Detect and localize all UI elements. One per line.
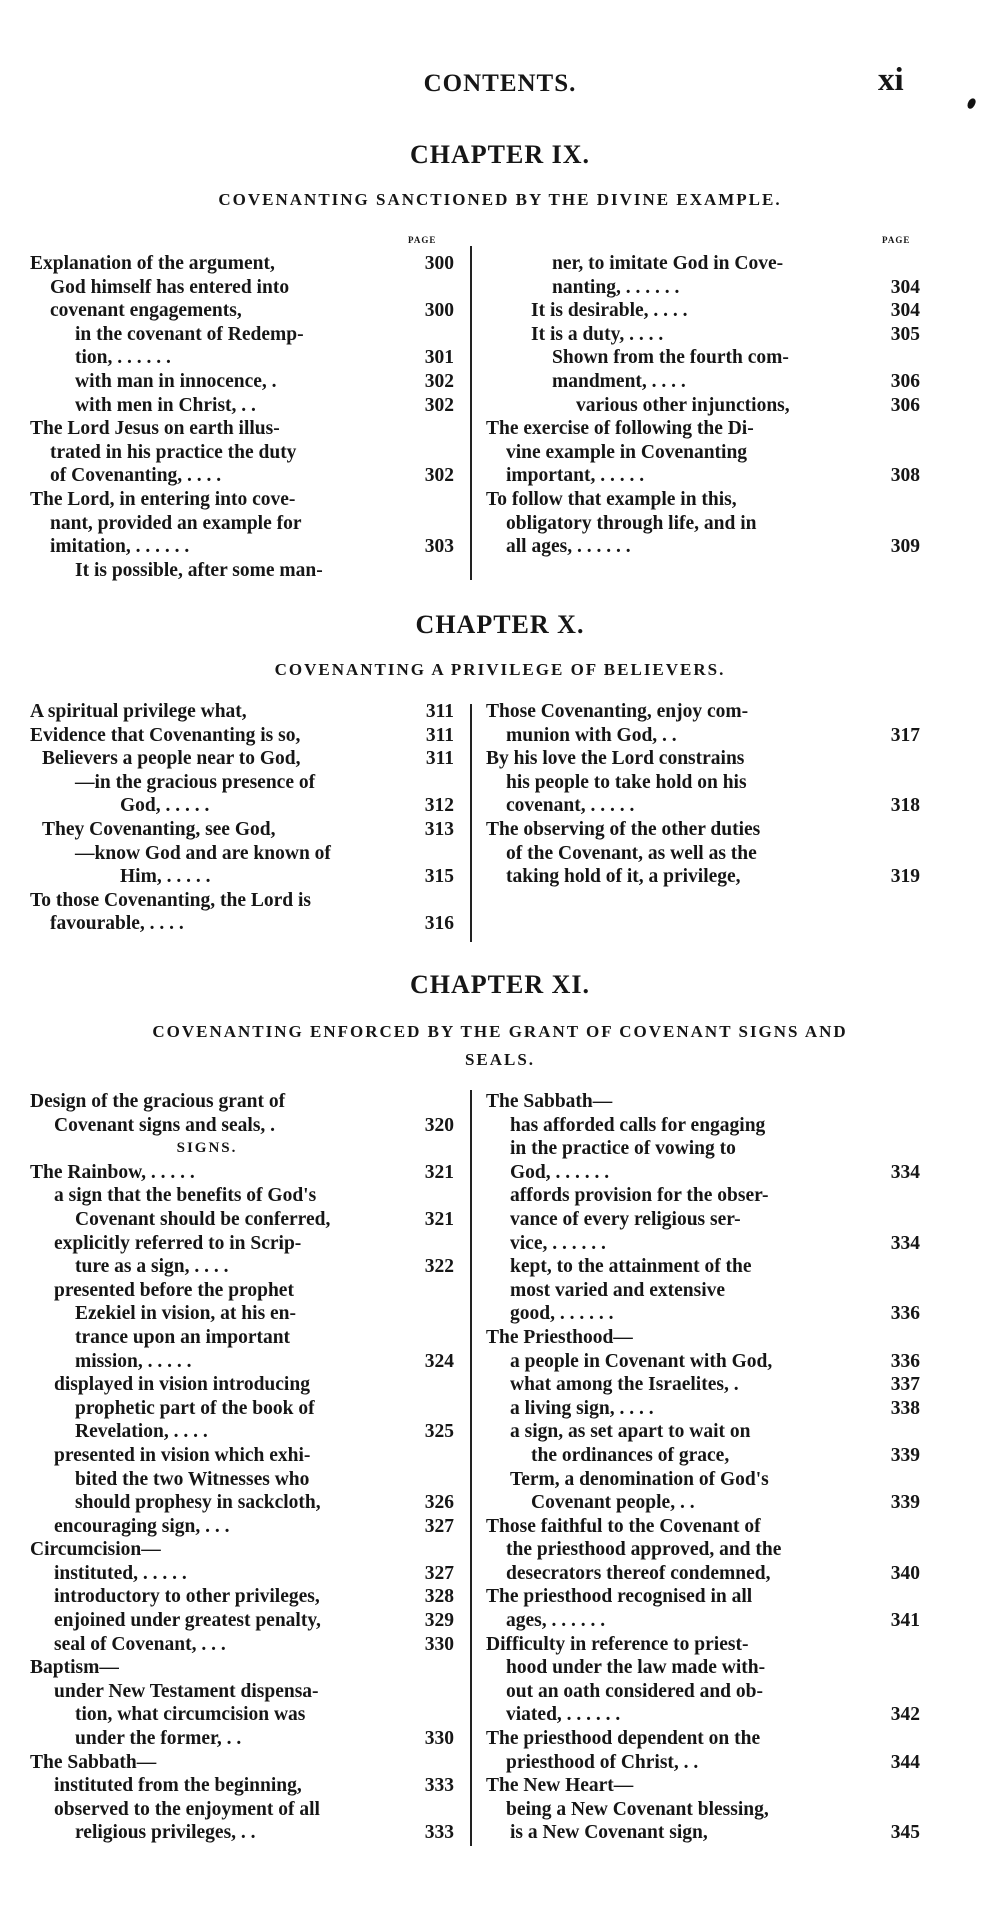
toc-entry <box>30 1444 454 1468</box>
toc-entry <box>30 276 454 300</box>
toc-entry-page: 345 <box>890 1822 920 1844</box>
toc-entry-text: displayed in vision introducing <box>54 1374 310 1396</box>
chapter-11-right-column <box>486 1090 920 1845</box>
toc-entry <box>30 1538 454 1562</box>
toc-entry <box>30 1703 454 1727</box>
toc-entry-text: favourable, . . . . <box>50 913 184 935</box>
toc-entry <box>30 1727 454 1751</box>
toc-entry-text: Design of the gracious grant of <box>30 1091 286 1112</box>
toc-entry-text: Explanation of the argument, <box>30 253 275 274</box>
toc-entry <box>30 865 454 889</box>
toc-entry <box>486 276 920 300</box>
chapter-9-subtitle: COVENANTING SANCTIONED BY THE DIVINE EXAMPLE. <box>218 190 782 209</box>
toc-entry-text: SIGNS. <box>176 1140 238 1157</box>
toc-entry-text: under the former, . . <box>75 1728 242 1750</box>
toc-entry-page: 321 <box>424 1161 454 1183</box>
toc-entry <box>30 889 454 913</box>
toc-entry <box>30 1656 454 1680</box>
toc-entry-text: desecrators thereof condemned, <box>506 1562 771 1584</box>
toc-entry-page: 333 <box>424 1775 454 1797</box>
toc-entry <box>30 1468 454 1492</box>
toc-entry-page: 342 <box>890 1704 920 1726</box>
toc-entry <box>486 394 920 418</box>
toc-entry-text: Ezekiel in vision, at his en- <box>75 1303 297 1325</box>
toc-entry <box>30 299 454 323</box>
toc-entry-text: The Sabbath— <box>30 1751 157 1773</box>
toc-entry <box>30 559 454 583</box>
toc-entry <box>486 512 920 536</box>
toc-entry-text: Baptism— <box>30 1657 119 1679</box>
toc-entry-text: covenant engagements, <box>50 300 242 322</box>
toc-entry-page: 313 <box>424 818 454 840</box>
toc-entry <box>30 1161 454 1185</box>
toc-entry-page: 339 <box>890 1444 920 1466</box>
toc-entry <box>486 865 920 889</box>
toc-entry-text: The Sabbath— <box>486 1091 613 1112</box>
toc-entry-page: 336 <box>890 1350 920 1372</box>
toc-entry-text: ture as a sign, . . . . <box>75 1256 229 1278</box>
chapter-10-subtitle: COVENANTING A PRIVILEGE OF BELIEVERS. <box>274 660 726 679</box>
page-number: xi <box>878 62 904 98</box>
toc-entry <box>30 842 454 866</box>
toc-entry-text: most varied and extensive <box>510 1279 726 1301</box>
toc-entry <box>30 794 454 818</box>
toc-entry <box>486 299 920 323</box>
toc-entry-text: The Priesthood— <box>486 1326 633 1348</box>
toc-entry <box>30 1184 454 1208</box>
toc-entry <box>486 1208 920 1232</box>
toc-entry <box>486 1114 920 1138</box>
toc-entry-text: various other injunctions, <box>576 394 790 416</box>
toc-entry-text: vice, . . . . . . <box>510 1232 606 1254</box>
chapter-9-title: CHAPTER IX. <box>409 140 590 169</box>
toc-entry-page: 302 <box>424 465 454 487</box>
toc-entry-page: 322 <box>424 1256 454 1278</box>
toc-entry-page: 300 <box>424 300 454 322</box>
toc-entry <box>486 1727 920 1751</box>
toc-entry-text: To those Covenanting, the Lord is <box>30 889 311 911</box>
chapter-9-left-column <box>30 252 454 582</box>
toc-entry-text: Those faithful to the Covenant of <box>486 1515 761 1537</box>
toc-entry-text: prophetic part of the book of <box>75 1397 315 1419</box>
toc-entry-text: seal of Covenant, . . . <box>54 1633 226 1655</box>
toc-entry-page: 334 <box>890 1232 920 1254</box>
toc-entry <box>486 1585 920 1609</box>
toc-entry-page: 330 <box>424 1728 454 1750</box>
toc-entry-text: nant, provided an example for <box>50 512 302 534</box>
toc-entry-text: The observing of the other duties <box>486 818 761 840</box>
toc-entry <box>486 1350 920 1374</box>
toc-entry-text: trance upon an important <box>75 1326 291 1348</box>
toc-entry <box>486 700 920 724</box>
toc-entry-text: munion with God, . . <box>506 724 677 746</box>
toc-entry-page: 311 <box>425 748 454 770</box>
toc-entry-text: instituted, . . . . . <box>54 1562 187 1584</box>
toc-entry <box>30 1585 454 1609</box>
toc-entry-text: A spiritual privilege what, <box>30 701 247 722</box>
toc-entry-text: the ordinances of grace, <box>531 1444 730 1466</box>
toc-entry <box>486 1232 920 1256</box>
toc-entry <box>486 771 920 795</box>
toc-entry-page: 308 <box>890 465 920 487</box>
toc-entry-text: in the covenant of Redemp- <box>75 323 304 345</box>
toc-entry <box>486 1821 920 1845</box>
toc-entry <box>30 1633 454 1657</box>
toc-entry-text: Shown from the fourth com- <box>552 347 789 369</box>
toc-entry-text: Evidence that Covenanting is so, <box>30 724 301 746</box>
chapter-10-title: CHAPTER X. <box>415 610 585 639</box>
toc-entry <box>486 1538 920 1562</box>
toc-entry <box>486 1184 920 1208</box>
page-column-label-left: PAGE <box>408 235 437 245</box>
toc-entry <box>30 1302 454 1326</box>
toc-entry-page: 336 <box>890 1303 920 1325</box>
toc-entry <box>486 1161 920 1185</box>
toc-entry-text: kept, to the attainment of the <box>510 1256 752 1278</box>
toc-entry <box>486 1468 920 1492</box>
toc-entry <box>30 512 454 536</box>
toc-entry-text: instituted from the beginning, <box>54 1775 302 1797</box>
toc-entry <box>486 441 920 465</box>
toc-entry <box>486 747 920 771</box>
toc-entry-text: ner, to imitate God in Cove- <box>552 253 784 274</box>
toc-entry-page: 341 <box>890 1610 920 1632</box>
toc-entry-text: tion, . . . . . . <box>75 347 171 369</box>
toc-entry-text: The priesthood recognised in all <box>486 1586 753 1608</box>
toc-entry <box>486 252 920 276</box>
toc-entry-text: The New Heart— <box>486 1775 634 1797</box>
toc-entry-text: under New Testament dispensa- <box>54 1680 319 1702</box>
toc-entry-text: obligatory through life, and in <box>506 512 757 534</box>
toc-entry <box>486 417 920 441</box>
toc-entry <box>486 1774 920 1798</box>
toc-entry-page: 344 <box>890 1751 920 1773</box>
toc-entry-page: 315 <box>424 866 454 888</box>
toc-entry-text: viated, . . . . . . <box>506 1704 621 1726</box>
toc-entry-text: mandment, . . . . <box>552 370 686 392</box>
toc-entry-page: 325 <box>424 1421 454 1443</box>
toc-entry-text: presented in vision which exhi- <box>54 1444 311 1466</box>
toc-entry-page: 339 <box>890 1492 920 1514</box>
toc-entry <box>486 1491 920 1515</box>
toc-entry <box>30 1798 454 1822</box>
toc-entry-text: bited the two Witnesses who <box>75 1468 310 1490</box>
toc-entry-text: priesthood of Christ, . . <box>506 1751 699 1773</box>
toc-entry <box>486 1373 920 1397</box>
toc-entry <box>30 1562 454 1586</box>
toc-entry-text: They Covenanting, see God, <box>42 818 276 840</box>
toc-entry-page: 337 <box>890 1374 920 1396</box>
toc-entry-text: God, . . . . . . <box>510 1161 610 1183</box>
toc-entry-page: 304 <box>890 300 920 322</box>
toc-entry-text: of Covenanting, . . . . <box>50 465 222 487</box>
toc-entry-page: 302 <box>424 370 454 392</box>
toc-entry <box>30 1751 454 1775</box>
toc-entry-text: affords provision for the obser- <box>510 1185 769 1207</box>
toc-entry <box>30 323 454 347</box>
chapter-9-right-column <box>486 252 920 559</box>
toc-entry-page: 340 <box>890 1562 920 1584</box>
toc-entry <box>486 346 920 370</box>
toc-entry <box>30 747 454 771</box>
toc-entry-text: Revelation, . . . . <box>75 1421 208 1443</box>
chapter-11-subtitle-line-1: COVENANTING ENFORCED BY THE GRANT OF COVENANT SIGNS AND <box>152 1022 848 1041</box>
toc-entry-page: 320 <box>424 1114 454 1136</box>
chapter-11-subtitle-line-2: SEALS. <box>464 1050 536 1069</box>
toc-entry-text: —know God and are known of <box>75 842 331 864</box>
toc-entry-text: mission, . . . . . <box>75 1350 192 1372</box>
toc-entry <box>30 488 454 512</box>
toc-entry <box>486 1397 920 1421</box>
toc-entry <box>486 1633 920 1657</box>
toc-entry-text: Circumcision— <box>30 1539 161 1561</box>
toc-entry-page: 317 <box>890 724 920 746</box>
toc-entry-page: 327 <box>424 1515 454 1537</box>
toc-entry-text: The Rainbow, . . . . . <box>30 1161 195 1183</box>
toc-entry <box>486 1798 920 1822</box>
toc-entry <box>30 1137 454 1161</box>
toc-entry <box>486 794 920 818</box>
toc-entry-text: It is possible, after some man- <box>75 559 323 581</box>
toc-entry-text: has afforded calls for engaging <box>510 1114 766 1136</box>
toc-entry-page: 318 <box>890 795 920 817</box>
column-divider <box>470 1090 472 1846</box>
toc-entry <box>486 818 920 842</box>
toc-entry-page: 316 <box>424 913 454 935</box>
toc-entry-text: what among the Israelites, . <box>510 1374 739 1396</box>
column-divider <box>470 704 472 942</box>
toc-entry <box>30 464 454 488</box>
toc-entry-text: vance of every religious ser- <box>510 1208 741 1230</box>
toc-entry <box>486 1302 920 1326</box>
toc-entry <box>486 1609 920 1633</box>
column-divider <box>470 246 472 580</box>
chapter-11-title: CHAPTER XI. <box>409 970 590 999</box>
toc-entry <box>486 370 920 394</box>
toc-entry <box>30 1373 454 1397</box>
toc-entry <box>486 1444 920 1468</box>
toc-entry <box>486 464 920 488</box>
toc-entry <box>30 1491 454 1515</box>
toc-entry <box>30 252 454 276</box>
toc-entry-page: 319 <box>890 866 920 888</box>
toc-entry-page: 305 <box>890 323 920 345</box>
toc-entry-text: —in the gracious presence of <box>75 771 316 793</box>
toc-entry-text: good, . . . . . . <box>510 1303 614 1325</box>
toc-entry-text: a sign, as set apart to wait on <box>510 1421 751 1443</box>
toc-entry <box>486 1703 920 1727</box>
toc-entry <box>30 370 454 394</box>
toc-entry <box>30 1774 454 1798</box>
toc-entry-text: covenant, . . . . . <box>506 795 635 817</box>
toc-entry-page: 334 <box>890 1161 920 1183</box>
toc-entry <box>30 818 454 842</box>
toc-entry-text: religious privileges, . . <box>75 1822 256 1844</box>
toc-entry-text: The Lord, in entering into cove- <box>30 488 296 510</box>
toc-entry-text: presented before the prophet <box>54 1279 294 1301</box>
toc-entry-page: 311 <box>425 701 454 722</box>
toc-entry-page: 330 <box>424 1633 454 1655</box>
toc-entry <box>486 842 920 866</box>
toc-entry-text: all ages, . . . . . . <box>506 536 631 558</box>
toc-entry-text: a living sign, . . . . <box>510 1397 654 1419</box>
toc-entry-text: should prophesy in sackcloth, <box>75 1492 321 1514</box>
toc-entry <box>30 1208 454 1232</box>
toc-entry-text: God, . . . . . <box>120 795 210 817</box>
toc-entry-text: The priesthood dependent on the <box>486 1728 761 1750</box>
toc-entry-text: is a New Covenant sign, <box>510 1822 708 1844</box>
toc-entry-page: 306 <box>890 394 920 416</box>
toc-entry-page: 324 <box>424 1350 454 1372</box>
toc-entry <box>30 700 454 724</box>
chapter-10-left-column <box>30 700 454 936</box>
toc-entry <box>30 1232 454 1256</box>
toc-entry <box>486 1090 920 1114</box>
toc-entry <box>486 1562 920 1586</box>
toc-entry <box>486 488 920 512</box>
toc-entry-text: the priesthood approved, and the <box>506 1539 782 1561</box>
toc-entry <box>30 441 454 465</box>
toc-entry <box>30 1680 454 1704</box>
toc-entry-text: in the practice of vowing to <box>510 1138 736 1160</box>
toc-entry-text: enjoined under greatest penalty, <box>54 1610 321 1632</box>
toc-entry <box>486 323 920 347</box>
toc-entry-text: imitation, . . . . . . <box>50 536 190 558</box>
toc-entry <box>486 1656 920 1680</box>
toc-entry-text: with man in innocence, . <box>75 370 277 392</box>
toc-entry-page: 312 <box>424 795 454 817</box>
chapter-11-left-column <box>30 1090 454 1845</box>
toc-entry <box>486 1279 920 1303</box>
toc-entry-text: taking hold of it, a privilege, <box>506 866 741 888</box>
toc-entry <box>30 1255 454 1279</box>
toc-entry <box>486 1751 920 1775</box>
toc-entry <box>30 724 454 748</box>
toc-entry <box>30 771 454 795</box>
toc-entry-text: By his love the Lord constrains <box>486 748 745 770</box>
toc-entry-text: Covenant people, . . <box>531 1492 695 1514</box>
toc-entry-page: 303 <box>424 536 454 558</box>
toc-entry-text: a sign that the benefits of God's <box>54 1185 317 1207</box>
toc-entry-text: explicitly referred to in Scrip- <box>54 1232 302 1254</box>
toc-entry-text: with men in Christ, . . <box>75 394 256 416</box>
chapter-10-right-column <box>486 700 920 889</box>
toc-entry <box>30 1609 454 1633</box>
toc-entry <box>30 1515 454 1539</box>
toc-entry <box>30 417 454 441</box>
toc-entry-page: 327 <box>424 1562 454 1584</box>
toc-entry-text: Term, a denomination of God's <box>510 1468 769 1490</box>
toc-entry-text: Him, . . . . . <box>120 866 211 888</box>
toc-entry <box>486 1515 920 1539</box>
toc-entry-text: trated in his practice the duty <box>50 441 297 463</box>
toc-entry-page: 302 <box>424 394 454 416</box>
toc-entry <box>30 1350 454 1374</box>
toc-entry-text: being a New Covenant blessing, <box>506 1798 769 1820</box>
toc-entry-text: observed to the enjoyment of all <box>54 1798 320 1820</box>
toc-entry <box>30 1326 454 1350</box>
toc-entry <box>30 1090 454 1114</box>
toc-entry-text: It is a duty, . . . . <box>531 323 664 345</box>
toc-entry-page: 338 <box>890 1397 920 1419</box>
toc-entry-text: Those Covenanting, enjoy com- <box>486 701 749 722</box>
toc-entry-text: his people to take hold on his <box>506 771 747 793</box>
toc-entry-page: 311 <box>425 724 454 746</box>
toc-entry-text: God himself has entered into <box>50 276 290 298</box>
toc-entry <box>486 1137 920 1161</box>
toc-entry <box>486 1420 920 1444</box>
toc-entry-text: introductory to other privileges, <box>54 1586 320 1608</box>
toc-entry-text: encouraging sign, . . . <box>54 1515 230 1537</box>
toc-entry-text: of the Covenant, as well as the <box>506 842 757 864</box>
page-column-label-right: PAGE <box>882 235 911 245</box>
toc-entry-page: 326 <box>424 1492 454 1514</box>
running-title: CONTENTS. <box>423 70 577 97</box>
toc-entry-text: out an oath considered and ob- <box>506 1680 763 1702</box>
toc-entry-page: 300 <box>424 253 454 274</box>
toc-entry-page: 328 <box>424 1586 454 1608</box>
running-head <box>0 62 1000 102</box>
toc-entry <box>30 535 454 559</box>
toc-entry-text: Covenant signs and seals, . <box>54 1114 276 1136</box>
toc-entry <box>486 724 920 748</box>
toc-entry <box>30 394 454 418</box>
toc-entry-page: 321 <box>424 1208 454 1230</box>
toc-entry <box>30 1397 454 1421</box>
toc-entry <box>30 346 454 370</box>
toc-entry-text: Covenant should be conferred, <box>75 1208 331 1230</box>
toc-entry <box>30 1114 454 1138</box>
toc-entry-page: 301 <box>424 347 454 369</box>
toc-entry-text: tion, what circumcision was <box>75 1704 306 1726</box>
toc-entry-text: The Lord Jesus on earth illus- <box>30 418 280 440</box>
toc-entry <box>486 1680 920 1704</box>
toc-entry-page: 309 <box>890 536 920 558</box>
toc-entry-page: 333 <box>424 1822 454 1844</box>
toc-entry-text: vine example in Covenanting <box>506 441 748 463</box>
toc-entry-text: ages, . . . . . . <box>506 1610 606 1632</box>
toc-entry-page: 304 <box>890 276 920 298</box>
toc-entry-text: a people in Covenant with God, <box>510 1350 773 1372</box>
toc-entry-text: It is desirable, . . . . <box>531 300 688 322</box>
toc-entry <box>486 1255 920 1279</box>
toc-entry-text: Difficulty in reference to priest- <box>486 1633 749 1655</box>
chapter-11-subtitle <box>20 1018 980 1074</box>
toc-entry <box>30 1279 454 1303</box>
toc-entry-text: important, . . . . . <box>506 465 645 487</box>
toc-entry <box>30 912 454 936</box>
toc-entry <box>486 535 920 559</box>
toc-entry-text: hood under the law made with- <box>506 1657 766 1679</box>
toc-entry-text: To follow that example in this, <box>486 488 737 510</box>
toc-entry-page: 306 <box>890 370 920 392</box>
toc-entry <box>30 1821 454 1845</box>
toc-entry <box>486 1326 920 1350</box>
toc-entry-text: nanting, . . . . . . <box>552 276 680 298</box>
toc-entry-page: 329 <box>424 1610 454 1632</box>
toc-entry-text: The exercise of following the Di- <box>486 418 754 440</box>
toc-entry <box>30 1420 454 1444</box>
toc-entry-text: Believers a people near to God, <box>42 748 301 770</box>
